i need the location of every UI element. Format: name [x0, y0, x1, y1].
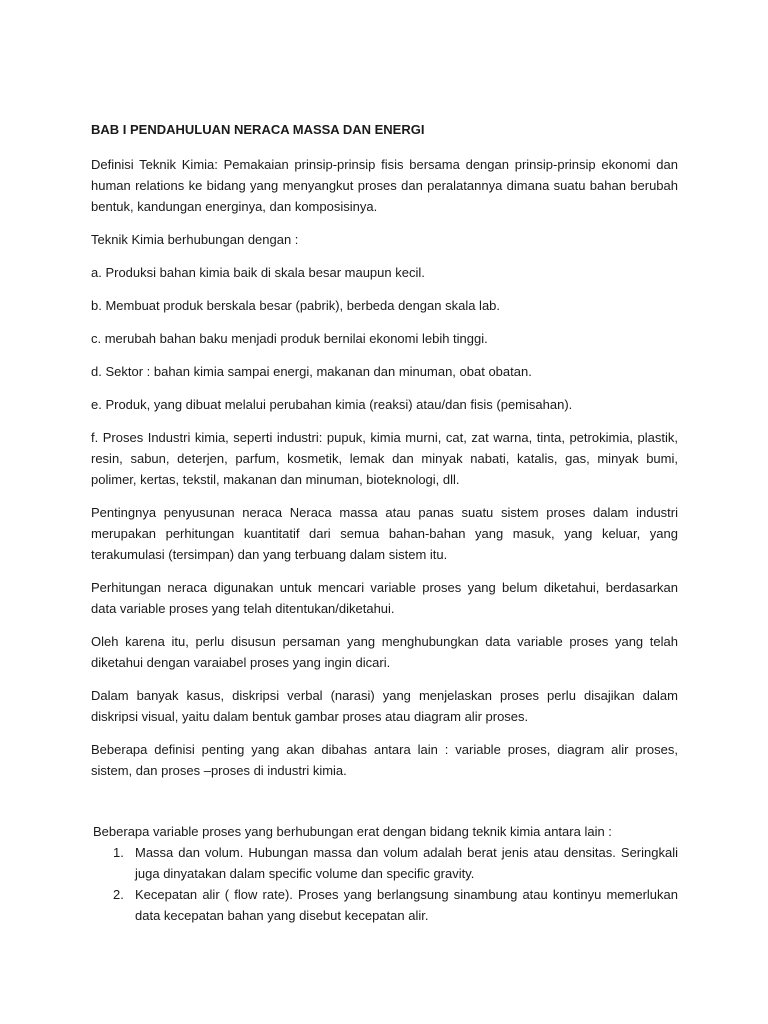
- document-title: BAB I PENDAHULUAN NERACA MASSA DAN ENERGI: [91, 122, 425, 137]
- paragraph-calculation: Perhitungan neraca digunakan untuk mencari variable proses yang belum diketahui, berdasarkan data variable proses yang telah ditentukan/diketahui.: [91, 580, 678, 616]
- paragraph-description: Dalam banyak kasus, diskripsi verbal (narasi) yang menjelaskan proses perlu disajikan dalam diskripsi visual, yaitu dalam bentuk gambar proses atau diagram alir proses.: [91, 688, 678, 724]
- paragraph-definitions: Beberapa definisi penting yang akan dibahas antara lain : variable proses, diagram alir proses, sistem, dan proses –proses di industri kimia.: [91, 742, 678, 778]
- paragraph-item-d: d. Sektor : bahan kimia sampai energi, makanan dan minuman, obat obatan.: [91, 364, 532, 379]
- paragraph-equations: Oleh karena itu, perlu disusun persaman yang menghubungkan data variable proses yang telah diketahui dengan varaiabel proses yang ingin dicari.: [91, 634, 678, 670]
- list-item-number: 2.: [113, 887, 124, 902]
- variable-list: [91, 842, 678, 926]
- document-page: [91, 120, 678, 926]
- list-intro: Beberapa variable proses yang berhubungan erat dengan bidang teknik kimia antara lain :: [93, 824, 612, 839]
- list-item-text: Massa dan volum. Hubungan massa dan volum adalah berat jenis atau densitas. Seringkali juga dinyatakan dalam specific volume dan specific gravity.: [135, 845, 678, 881]
- paragraph-relation-intro: Teknik Kimia berhubungan dengan :: [91, 232, 299, 247]
- paragraph-importance: Pentingnya penyusunan neraca Neraca massa atau panas suatu sistem proses dalam industri merupakan perhitungan kuantitatif dari semua bahan-bahan yang masuk, yang keluar, yang terakumulasi (tersimpan) dan yang terbuang dalam sistem itu.: [91, 505, 678, 562]
- list-item-number: 1.: [113, 845, 124, 860]
- paragraph-item-a: a. Produksi bahan kimia baik di skala besar maupun kecil.: [91, 265, 425, 280]
- list-item: [91, 884, 678, 926]
- list-item: [91, 842, 678, 884]
- paragraph-item-e: e. Produk, yang dibuat melalui perubahan kimia (reaksi) atau/dan fisis (pemisahan).: [91, 397, 573, 412]
- paragraph-definition: Definisi Teknik Kimia: Pemakaian prinsip-prinsip fisis bersama dengan prinsip-prinsip ekonomi dan human relations ke bidang yang menyangkut proses dan peralatannya dimana suatu bahan berubah bentuk, kandungan energinya, dan komposisinya.: [91, 157, 678, 214]
- list-item-text: Kecepatan alir ( flow rate). Proses yang berlangsung sinambung atau kontinyu memerlukan data kecepatan bahan yang disebut kecepatan alir.: [135, 887, 678, 923]
- paragraph-item-b: b. Membuat produk berskala besar (pabrik), berbeda dengan skala lab.: [91, 298, 501, 313]
- paragraph-item-c: c. merubah bahan baku menjadi produk bernilai ekonomi lebih tinggi.: [91, 331, 488, 346]
- spacer: [91, 793, 678, 821]
- paragraph-item-f: f. Proses Industri kimia, seperti industri: pupuk, kimia murni, cat, zat warna, tinta, petrokimia, plastik, resin, sabun, deterjen, parfum, kosmetik, lemak dan minyak nabati, katalis, gas, minyak bumi, polimer, kertas, tekstil, makanan dan minuman, bioteknologi, dll.: [91, 430, 678, 487]
